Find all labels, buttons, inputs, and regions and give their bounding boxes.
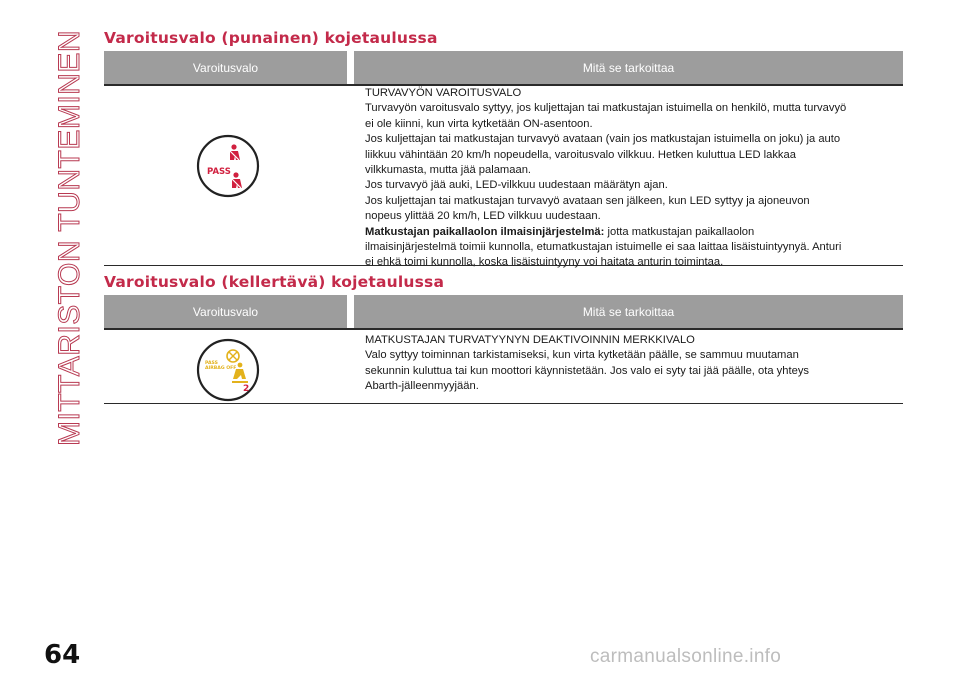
seatbelt-pass-warning-icon [196, 134, 260, 203]
text-line: Jos kuljettajan tai matkustajan turvavyö avataan (vain jos matkustajan istuimella on joku) ja auto [365, 133, 841, 146]
text-line: sekunnin kuluttua tai kun moottori käynnistetään. Jos valo ei syty tai jää päälle, ota yhteys [365, 364, 810, 377]
table-header-red [104, 51, 903, 86]
text-line: ilmaisinjärjestelmä toimii kunnolla, etumatkustajan istuimelle ei saa laittaa lisäistuintyynyä. Anturi [365, 241, 842, 254]
text-line: vilkkumasta, mutta jää palamaan. [365, 164, 532, 177]
bold-rest: jotta matkustajan paikallaolon [604, 225, 755, 238]
row-divider [104, 403, 903, 404]
page-number: 64 [44, 640, 81, 670]
text-line: Abarth-jälleenmyyjään. [365, 380, 479, 393]
text-line: Turvavyön varoitusvalo syttyy, jos kuljettajan tai matkustajan istuimella on henkilö, mutta turvavyö [365, 102, 847, 115]
text-line-bold-lead [365, 225, 903, 240]
header-col-warning-light: Varoitusvalo [104, 51, 347, 84]
meaning-text-yellow [365, 333, 903, 395]
text-line: Jos kuljettajan tai matkustajan turvavyö avataan sen jälkeen, kun LED syttyy ja ajoneuvon [365, 194, 810, 207]
watermark: carmanualsonline.info [590, 646, 782, 667]
side-chapter-title-text: MITTARISTON TUNTEMINEN [53, 30, 86, 446]
bold-lead: Matkustajan paikallaolon ilmaisinjärjestelmä: [365, 225, 605, 238]
side-chapter-title [52, 30, 88, 446]
meaning-text-red [365, 86, 903, 271]
pass-label: PASS [205, 361, 218, 366]
pass-label: PASS [207, 167, 231, 177]
section-title-red: Varoitusvalo (punainen) kojetaulussa [104, 29, 438, 47]
text-line: Jos turvavyö jää auki, LED-vilkkuu uudestaan määrätyn ajan. [365, 179, 668, 192]
seat-number-label: 2 [243, 384, 250, 394]
text-line: nopeus ylittää 20 km/h, LED vilkkuu uudestaan. [365, 210, 601, 223]
row-divider [104, 265, 903, 266]
header-col-meaning: Mitä se tarkoittaa [354, 295, 903, 328]
text-line: TURVAVYÖN VAROITUSVALO [365, 87, 522, 99]
passenger-airbag-off-icon [196, 338, 260, 407]
text-line: ei ole kiinni, kun virta kytketään ON-asentoon. [365, 117, 593, 130]
airbag-off-label: AIRBAG OFF [205, 366, 237, 371]
section-title-yellow: Varoitusvalo (kellertävä) kojetaulussa [104, 273, 445, 291]
header-col-warning-light: Varoitusvalo [104, 295, 347, 328]
table-header-yellow [104, 295, 903, 330]
header-col-meaning: Mitä se tarkoittaa [354, 51, 903, 84]
text-line: Valo syttyy toiminnan tarkistamiseksi, kun virta kytketään päälle, se sammuu muutaman [365, 349, 799, 362]
text-line: MATKUSTAJAN TURVATYYNYN DEAKTIVOINNIN MERKKIVALO [365, 334, 695, 346]
text-line: liikkuu vähintään 20 km/h nopeudella, varoitusvalo vilkkuu. Hetken kuluttua LED lakkaa [365, 148, 796, 161]
text-line: ei ehkä toimi kunnolla, koska lisäistuintyyny voi haitata anturin toimintaa. [365, 256, 724, 269]
